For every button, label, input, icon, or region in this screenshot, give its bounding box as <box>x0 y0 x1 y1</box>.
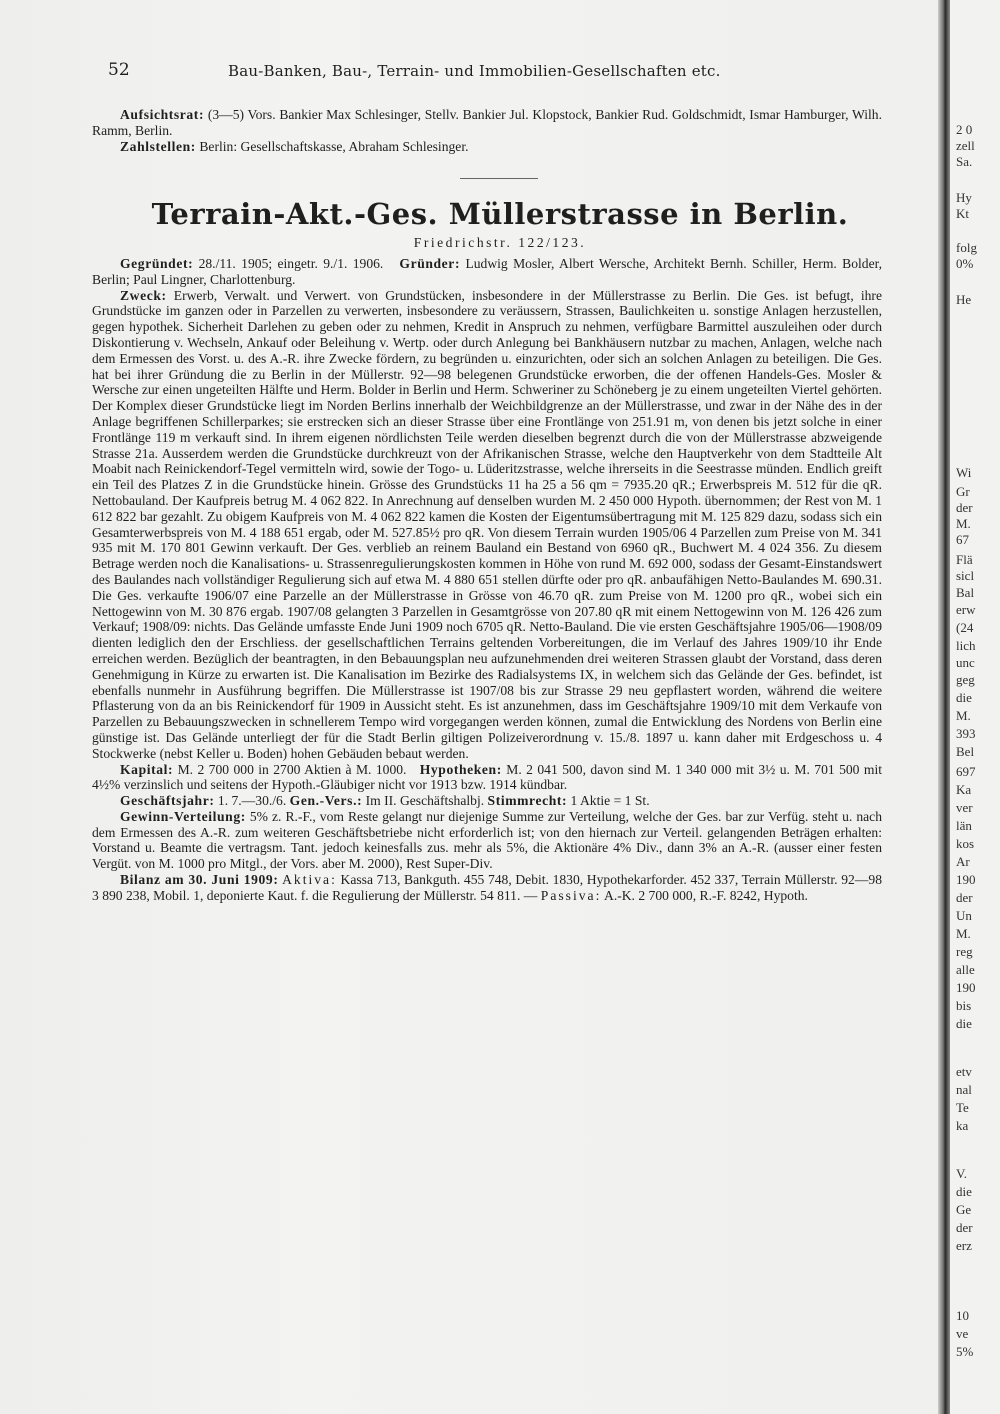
facing-fragment: 10 <box>956 1308 969 1323</box>
facing-fragment: die <box>956 1184 972 1199</box>
facing-fragment: ka <box>956 1118 969 1133</box>
facing-fragment: He <box>956 292 972 307</box>
kapital-label: Kapital: <box>120 761 174 777</box>
previous-entry <box>92 107 882 154</box>
gegruendet-label: Gegründet: <box>120 256 194 271</box>
company-entry <box>92 256 882 904</box>
facing-fragment: M. <box>956 516 971 531</box>
facing-fragment: der <box>956 890 973 905</box>
facing-page <box>950 0 1000 1414</box>
bilanz-aktiva-label: Aktiva: <box>282 872 337 888</box>
facing-fragment: M. <box>956 708 971 723</box>
zahlstellen-label: Zahlstellen: <box>120 138 196 154</box>
geschaeftsjahr-label: Geschäftsjahr: <box>120 793 215 809</box>
genvers-text: Im II. Geschäftshalbj. <box>365 793 485 809</box>
bilanz-aktiva-text: Kassa 713, Bankguth. 455 748, Debit. 1830, Hypothekarforder. 452 337, Terrain Müllerstr. 92—98 3 890 238, Mobil. 1, deponierte Kaut. f. die Regulierung der Müllerstr. 54 811. <box>92 872 882 903</box>
facing-fragment: Ge <box>956 1202 972 1217</box>
company-title: Terrain-Akt.-Ges. Müllerstrasse in Berlin. <box>151 197 849 231</box>
facing-fragment: Gr <box>956 484 970 499</box>
facing-fragment: die <box>956 690 972 705</box>
facing-fragment: sicl <box>956 568 975 583</box>
page-number: 52 <box>108 60 130 80</box>
running-head: Bau-Banken, Bau-, Terrain- und Immobilien-Gesellschaften etc. <box>228 62 721 80</box>
gewinn-text: 5% z. R.-F., vom Reste gelangt nur diejenige Summe zur Verteilung, welche der Ges. bar zur Verfüg. steht u. nach dem Ermessen des A.-R. zum weiteren Geschäftsbetriebe nicht erforderlich ist; von den hiernach zur Verteil. gelangenden Beträgen erhalten: Vorstand u. Beamte die vertragsm. Tant. jedoch keinesfalls zus. mehr als 5%, die Aktionäre 4% Div., dann 3% an A.-R. (ausser einer festen Vergüt. von M. 1000 pro Mitgl., der Vors. aber M. 2000), Rest Super-Div. <box>92 808 882 872</box>
facing-fragment: zell <box>956 138 975 153</box>
facing-fragment: erw <box>956 602 976 617</box>
facing-fragment: V. <box>956 1166 967 1181</box>
facing-fragment: unc <box>956 655 975 670</box>
page-header <box>108 60 878 84</box>
geschaeftsjahr-paragraph <box>92 793 882 809</box>
facing-fragment: 190 <box>956 872 976 887</box>
facing-fragment: 0% <box>956 256 974 271</box>
facing-fragment: Un <box>956 908 972 923</box>
section-divider <box>460 178 538 179</box>
zweck-label: Zweck: <box>120 287 167 303</box>
facing-fragment: die <box>956 1016 972 1031</box>
bilanz-passiva-label: Passiva: <box>540 887 602 903</box>
book-gutter <box>938 0 950 1414</box>
facing-fragment: kos <box>956 836 975 851</box>
facing-fragment: Bal <box>956 585 975 600</box>
gruender-label: Gründer: <box>399 256 461 271</box>
facing-fragment: Hy <box>956 190 972 205</box>
zahlstellen-text: Berlin: Gesellschaftskasse, Abraham Schlesinger. <box>199 138 469 154</box>
facing-fragment: Bel <box>956 744 975 759</box>
hypotheken-text: M. 2 041 500, davon sind M. 1 340 000 mit 3½ u. M. 701 500 mit 4½% verzinslich und seitens der Hypoth.-Gläubiger nicht vor 1913 bzw. 1914 kündbar. <box>92 761 883 793</box>
hypotheken-label: Hypotheken: <box>419 761 502 777</box>
facing-fragment: folg <box>956 240 977 255</box>
facing-fragment: Kt <box>956 206 969 221</box>
facing-fragment: der <box>956 1220 973 1235</box>
zweck-paragraph <box>92 288 882 762</box>
gegruendet-paragraph <box>92 256 882 288</box>
genvers-label: Gen.-Vers.: <box>289 793 363 809</box>
gewinn-label: Gewinn-Verteilung: <box>120 808 246 824</box>
facing-fragment: ver <box>956 800 973 815</box>
stimmrecht-label: Stimmrecht: <box>487 793 568 809</box>
facing-fragment: Ka <box>956 782 972 797</box>
facing-fragment: nal <box>956 1082 972 1097</box>
gegruendet-text: 28./11. 1905; eingetr. 9./1. 1906. <box>198 256 384 271</box>
facing-fragment: M. <box>956 926 971 941</box>
company-address: Friedrichstr. 122/123. <box>413 235 587 250</box>
facing-fragment: ve <box>956 1326 969 1341</box>
aufsichtsrat-text: (3—5) Vors. Bankier Max Schlesinger, Stellv. Bankier Jul. Klopstock, Bankier Rud. Goldschmidt, Ismar Hamburger, Wilh. Ramm, Berlin. <box>92 107 883 138</box>
bilanz-label: Bilanz am 30. Juni 1909: <box>120 872 279 888</box>
facing-fragment: der <box>956 500 973 515</box>
zahlstellen-paragraph <box>92 139 882 155</box>
facing-fragment: län <box>956 818 972 833</box>
gruender-text: Ludwig Mosler, Albert Wersche, Architekt Bernh. Schiller, Herm. Bolder, Berlin; Paul Lingner, Charlottenburg. <box>92 256 883 287</box>
facing-fragment: 5% <box>956 1344 974 1359</box>
aufsichtsrat-paragraph <box>92 107 882 139</box>
facing-fragment: Te <box>956 1100 969 1115</box>
bilanz-paragraph: Bilanz am 30. Juni 1909: Aktiva: Kassa 713, Bankguth. 455 748, Debit. 1830, Hypothekarforder. 452 337, Terrain Müllerstr. 92—98 3 890 238, Mobil. 1, deponierte Kaut. f. die Regulierung der Müllerstr. 54 811. — Passiva: A.-K. 2 700 000, R.-F. 8242, Hypoth. <box>92 872 882 903</box>
facing-fragment: lich <box>956 638 976 653</box>
kapital-text: M. 2 700 000 in 2700 Aktien à M. 1000. <box>177 761 407 777</box>
kapital-paragraph <box>92 762 882 794</box>
facing-fragment: reg <box>956 944 973 959</box>
stimmrecht-text: 1 Aktie = 1 St. <box>570 793 650 809</box>
facing-fragment: Flä <box>956 552 973 567</box>
facing-fragment: Sa. <box>956 154 973 169</box>
facing-fragment: (24 <box>956 620 974 635</box>
gewinn-paragraph <box>92 809 882 872</box>
facing-fragment: bis <box>956 998 972 1013</box>
bilanz-passiva-text: A.-K. 2 700 000, R.-F. 8242, Hypoth. <box>604 887 808 903</box>
facing-fragment: 190 <box>956 980 976 995</box>
geschaeftsjahr-text: 1. 7.—30./6. <box>217 793 287 809</box>
facing-fragment: Wi <box>956 465 972 480</box>
facing-fragment: alle <box>956 962 975 977</box>
zweck-text: Erwerb, Verwalt. und Verwert. von Grundstücken, insbesondere in der Müllerstrasse zu Berlin. Die Ges. ist befugt, ihre Grundstücke im ganzen oder in Parzellen zu verwerten, insbesondere zu veräussern, Strassen, Baulichkeiten u. sonstige Anlagen herzustellen, gegen hypothek. Sicherheit Darlehen zu geben oder zu nehmen, Kredit in Anspruch zu nehmen, verfügbare Barmittel auszuleihen oder durch Diskontierung v. Wechseln, Ankauf oder Beleihung v. Wertp. oder durch Anlegung bei Bankhäusern nutzbar zu machen, Anlagen, welche nach dem Ermessen des Vorst. u. des A.-R. ihre Zwecke fördern, zu begründen u. einzurichten, oder sich an solchen Anlagen zu beteiligen. Die Ges. hat bei ihrer Gründung die zu Berlin in der Müllerstr. 92—98 belegenen Grundstücke erworben, die der offenen Handels-Ges. Mosler & Wersche zur einen ungeteilten Hälfte und Herm. Bolder in Berlin und Herm. Schweriner zu Schöneberg je zu einem ungeteilten Viertel gehörten. Der Komplex dieser Grundstücke liegt im Norden Berlins innerhalb der Weichbildgrenze an der Müllerstrasse, und zwar in der Nähe des in der Anlage begriffenen Schillerparkes; sie erstrecken sich an dieser Strasse über eine Frontlänge von 251.91 m, von denen bis jetzt solche in einer Frontlänge 119 m verkauft sind. In ihrem eigenen nördlichsten Teile werden dieselben begrenzt durch die von der Müllerstrasse abzweigende Strasse 21a. Ausserdem werden die Grundstücke durchkreuzt von der Afrikanischen Strasse, welche den Hauptverkehr von dem Stadtteile Alt Moabit nach Reinickendorf-Tegel vermitteln wird, sowie der Togo- u. Lüderitzstrasse, welche ihrerseits in die Seestrasse münden. Endlich greift ein Teil des Platzes Z in die Grundstücke hinein. Grösse des Grundstücks 11 ha 25 a 56 qm = 7935.20 qR.; Erwerbspreis M. 512 für die qR. Nettobauland. Der Kaufpreis betrug M. 4 062 822. In Anrechnung auf denselben wurden M. 2 450 000 Hypoth. übernommen; der Rest von M. 1 612 822 bar gezahlt. Zu obigem Kaufpreis von M. 4 062 822 kamen die Kosten der Eigentumsübertragung mit M. 125 829 dazu, sodass sich ein Gesamterwerbspreis von M. 4 188 651 ergab, oder M. 527.85½ pro qR. Von diesem Terrain wurden 1905/06 4 Parzellen zum Preise von M. 341 935 mit M. 170 801 Gewinn verkauft. Der Ges. verblieb an reinem Bauland ein Bestand von 6960 qR., Buchwert M. 4 024 356. Zu diesem Betrage werden noch die Kanalisations- u. Strassenregulierungskosten kommen in Höhe von rund M. 692 000, sodass der Gesamt-Einstandswert des Baulandes nach vollständiger Regulierung sich auf etwa M. 4 880 651 stellen dürfte oder pro qR. anbaufähigen Netto-Baulandes M. 690.31. Die Ges. verkaufte 1906/07 eine Parzelle an der Müllerstrasse in Grösse von 46.70 qR. zum Preise von M. 1200 pro qR., wobei sich ein Nettogewinn von M. 30 876 ergab. 1907/08 gelangten 3 Parzellen in Gesamtgrösse von 207.80 qR mit einem Nettogewinn von M. 126 426 zum Verkauf; 1908/09: nichts. Das Gelände umfasste Ende Juni 1909 noch 6705 qR. Netto-Bauland. Die vie ersten Geschäftsjahre 1905/06—1908/09 dienten lediglich den der Erschliess. der gesellschaftlichen Terrains geltenden Vorbereitungen, die im Verlauf des Jahres 1909/10 ihr Ende erreichen werden. Bezüglich der beantragten, in den Bebauungsplan neu aufzunehmenden drei weiteren Strassen glaubt der Vorstand, dass deren Genehmigung in Kürze zu erwarten ist. Die Kanalisation im Bezirke des Radialsystems IX, in welchem sich das Gelände der Ges. befindet, ist ebenfalls nunmehr in Ausführung begriffen. Die Müllerstrasse ist 1907/08 bis zur Strasse 29 neu gepflastert worden, während die weitere Pflasterung von da an bis Reinickendorf für 1909 in Aussicht steht. Es ist anzunehmen, dass im Geschäftsjahre 1909/10 mit dem Verkaufe von Parzellen zu Bebauungszwecken in schnellerem Tempo wird vorgegangen werden können, zumal die Entwicklung des Nordens von Berlin eine günstige ist. Das Gelände unterliegt der für die Stadt Berlin giltigen Polizeiverordnung v. 15./8. 1897 u. kann daher mit Erdgeschoss u. 4 Stockwerke (nebst Keller u. Boden) hohen Gebäuden bebaut werden. <box>92 287 882 761</box>
facing-fragment: etv <box>956 1064 972 1079</box>
facing-fragment: Ar <box>956 854 970 869</box>
facing-fragment: geg <box>956 672 975 687</box>
aufsichtsrat-label: Aufsichtsrat: <box>120 107 205 122</box>
facing-fragment: 67 <box>956 532 969 547</box>
facing-fragment: 393 <box>956 726 976 741</box>
facing-fragment: erz <box>956 1238 972 1253</box>
facing-fragment: 2 0 <box>956 122 973 137</box>
facing-fragment: 697 <box>956 764 976 779</box>
